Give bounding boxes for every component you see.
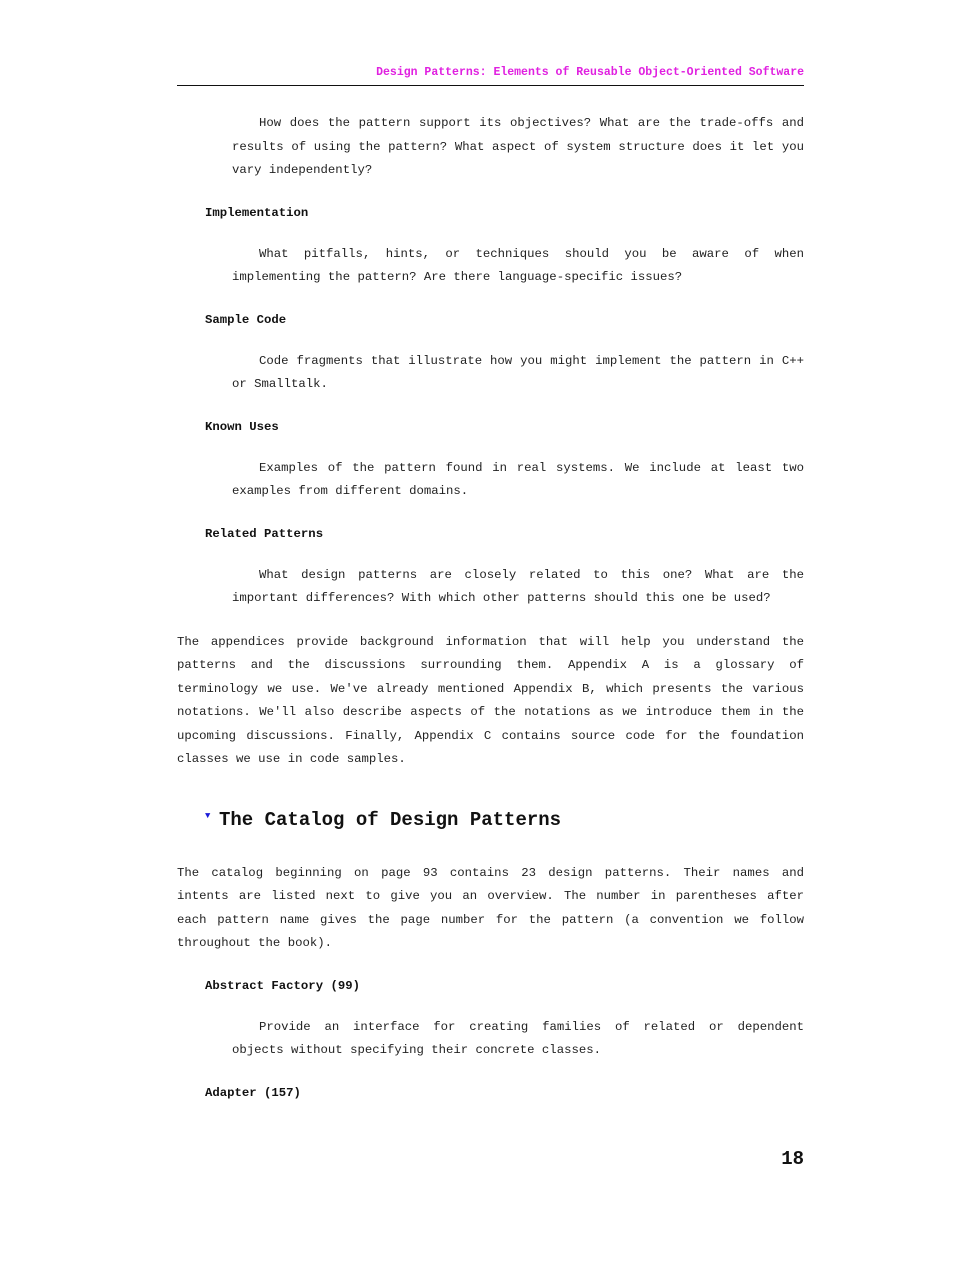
page-number: 18 — [781, 1148, 804, 1170]
consequences-description: How does the pattern support its objectives? What are the trade-offs and results of using the pattern? What aspect of system structure does it let you vary independently? — [232, 116, 804, 177]
sample-code-heading: Sample Code — [205, 312, 287, 327]
abstract-factory-heading: Abstract Factory (99) — [205, 978, 360, 993]
sample-code-description: Code fragments that illustrate how you might implement the pattern in C++ or Smalltalk. — [232, 353, 804, 391]
page-content — [177, 112, 804, 1123]
known-uses-description: Examples of the pattern found in real systems. We include at least two examples from different domains. — [232, 460, 804, 498]
related-patterns-description: What design patterns are closely related to this one? What are the important differences? With which other patterns should this one be used? — [232, 567, 804, 605]
catalog-heading-text: The Catalog of Design Patterns — [219, 808, 562, 831]
implementation-heading: Implementation — [205, 205, 309, 220]
implementation-description: What pitfalls, hints, or techniques should you be aware of when implementing the pattern? Are there language-specific issues? — [232, 246, 804, 284]
catalog-heading — [205, 808, 804, 832]
running-header: Design Patterns: Elements of Reusable Object-Oriented Software — [177, 66, 804, 86]
abstract-factory-description: Provide an interface for creating families of related or dependent objects without specifying their concrete classes. — [232, 1019, 804, 1057]
adapter-heading: Adapter (157) — [205, 1085, 301, 1100]
related-patterns-heading: Related Patterns — [205, 526, 324, 541]
appendices-paragraph: The appendices provide background information that will help you understand the patterns and the discussions surrounding them. Appendix A is a glossary of terminology we use. We've already mentioned Appendix B, which presents the various notations. We'll also describe aspects of the notations as we introduce them in the upcoming discussions. Finally, Appendix C contains source code for the foundation classes we use in code samples. — [177, 634, 804, 766]
bookmark-triangle-icon[interactable]: ▼ — [205, 810, 211, 821]
known-uses-heading: Known Uses — [205, 419, 279, 434]
catalog-intro: The catalog beginning on page 93 contains 23 design patterns. Their names and intents are listed next to give you an overview. The number in parentheses after each pattern name gives the page number for the pattern (a convention we follow throughout the book). — [177, 865, 804, 950]
document-page — [177, 0, 804, 1267]
